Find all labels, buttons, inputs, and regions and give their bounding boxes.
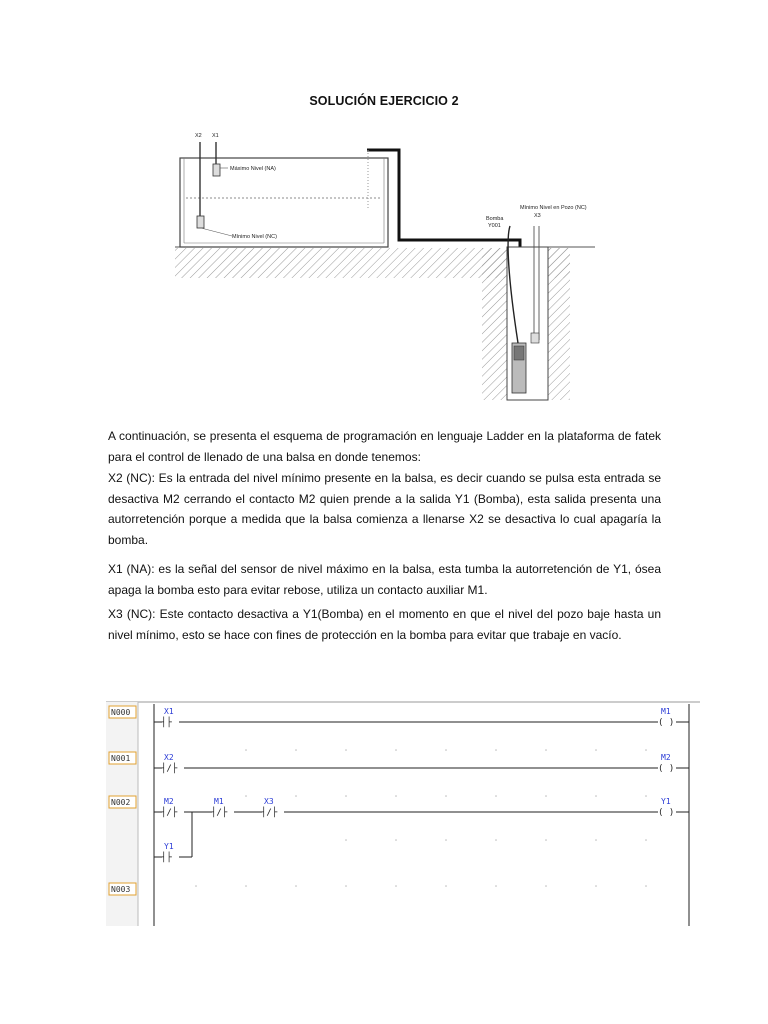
coil-m1[interactable]: ( ): [658, 718, 675, 728]
bomba-label: Bomba: [486, 216, 504, 222]
contact-x3-label: X3: [264, 797, 274, 806]
coil-m1-label: M1: [661, 707, 671, 716]
contact-x2-nc[interactable]: ┤/├: [161, 764, 178, 774]
rung-label: N000: [111, 708, 131, 717]
contact-m1-label: M1: [214, 797, 224, 806]
coil-y1[interactable]: ( ): [658, 808, 675, 818]
ladder-diagram: [106, 700, 700, 926]
contact-m1-nc[interactable]: ┤/├: [211, 808, 228, 818]
x2-label: X2: [195, 133, 202, 139]
rung-n002[interactable]: [109, 796, 136, 808]
contact-y1-branch-label: Y1: [164, 842, 174, 851]
intro-paragraph: A continuación, se presenta el esquema de programación en lenguaje Ladder en la plataforma de fatek para el control de llenado de una balsa en donde tenemos:: [108, 429, 661, 464]
x2-paragraph: X2 (NC): Es la entrada del nivel mínimo presente en la balsa, es decir cuando se pulsa esta entrada se desactiva M2 cerrando el contacto M2 quien prende a la salida Y1 (Bomba), esta salida presenta una autorretención porque a medida que la balsa comienza a llenarse X2 se desactiva lo cual apagaría la bomba.: [108, 471, 661, 547]
contact-m2-nc[interactable]: ┤/├: [161, 808, 178, 818]
rung-n003[interactable]: [109, 883, 136, 895]
contact-x1-label: X1: [164, 707, 174, 716]
min-level-label: Mínimo Nivel (NC): [232, 234, 277, 240]
coil-m2-label: M2: [661, 753, 671, 762]
tank-well-diagram: [170, 128, 602, 406]
x3-label: X3: [534, 213, 541, 219]
rung-label: N002: [111, 798, 131, 807]
x1-paragraph: X1 (NA): es la señal del sensor de nivel máximo en la balsa, esta tumba la autorretención de Y1, ósea apaga la bomba esto para evitar rebose, utiliza un contacto auxiliar M1.: [108, 562, 661, 597]
rung-n000[interactable]: [109, 706, 136, 718]
rung-label: N003: [111, 885, 131, 894]
bomba-code-label: Y001: [488, 223, 501, 229]
contact-x2-label: X2: [164, 753, 174, 762]
contact-x1-no[interactable]: ┤├: [161, 718, 172, 728]
contact-y1-no[interactable]: ┤├: [161, 853, 172, 863]
x3-paragraph: X3 (NC): Este contacto desactiva a Y1(Bomba) en el momento en que el nivel del pozo baje hasta un nivel mínimo, esto se hace con fines de protección en la bomba para evitar que trabaje en vacío.: [108, 607, 661, 642]
coil-y1-label: Y1: [661, 797, 671, 806]
pozo-min-label: Mínimo Nivel en Pozo (NC): [520, 205, 587, 211]
x1-label: X1: [212, 133, 219, 139]
rung-label: N001: [111, 754, 131, 763]
contact-m2-label: M2: [164, 797, 174, 806]
rung-n001[interactable]: [109, 752, 136, 764]
max-level-label: Máximo Nivel (NA): [230, 166, 276, 172]
page-title: SOLUCIÓN EJERCICIO 2: [309, 94, 459, 108]
coil-m2[interactable]: ( ): [658, 764, 675, 774]
contact-x3-nc[interactable]: ┤/├: [261, 808, 278, 818]
